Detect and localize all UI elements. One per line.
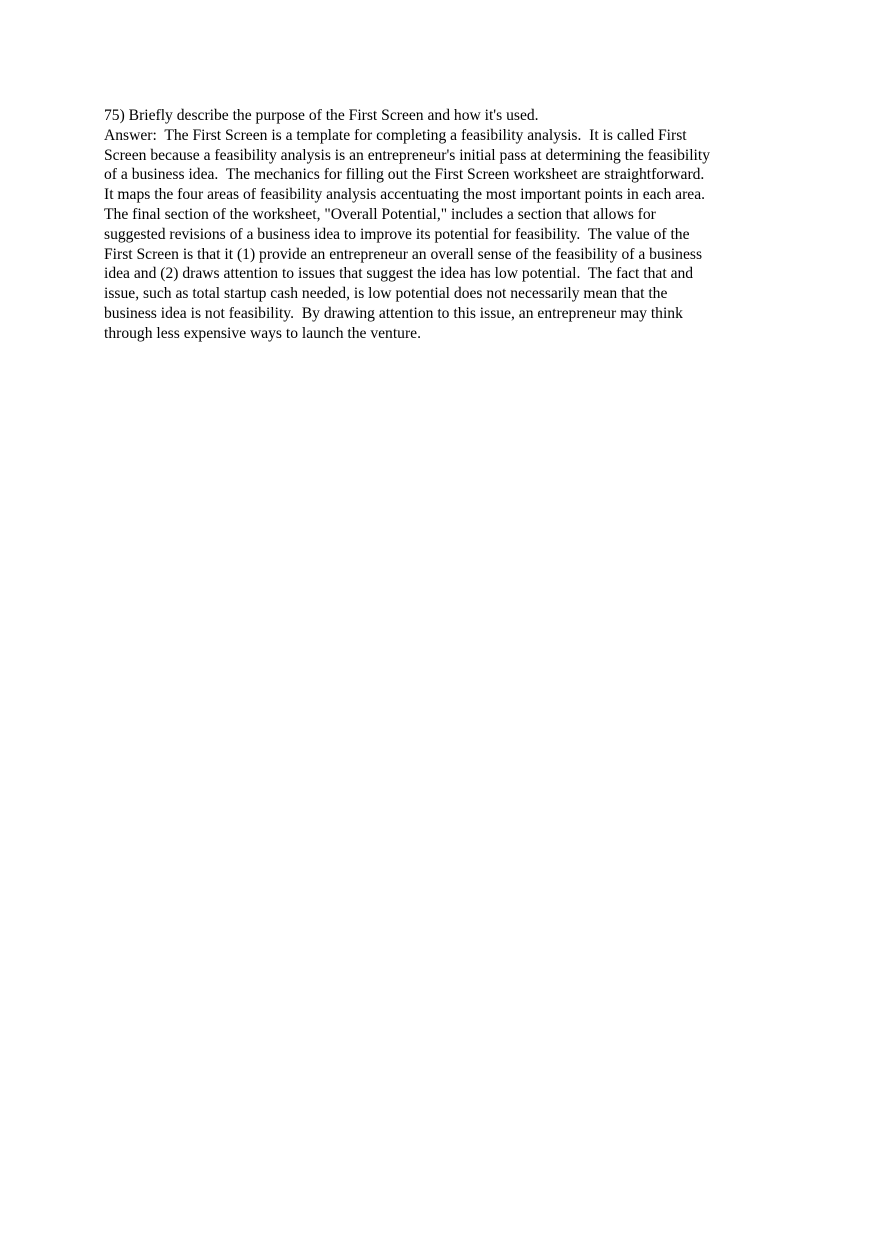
question-text: 75) Briefly describe the purpose of the First Screen and how it's used. xyxy=(104,107,539,124)
answer-line-11: through less expensive ways to launch the venture. xyxy=(104,324,421,342)
answer-line-5: The final section of the worksheet, "Overall Potential," includes a section that allows for xyxy=(104,205,656,223)
answer-line-7: First Screen is that it (1) provide an entrepreneur an overall sense of the feasibility of a business xyxy=(104,245,703,263)
answer-line-8: idea and (2) draws attention to issues that suggest the idea has low potential. The fact that and xyxy=(104,265,694,283)
answer-line-2: Screen because a feasibility analysis is an entrepreneur's initial pass at determining the feasibility xyxy=(104,146,711,164)
question-answer-block xyxy=(104,106,784,344)
answer-line-4: It maps the four areas of feasibility analysis accentuating the most important points in each area. xyxy=(104,186,706,204)
answer-line-10: business idea is not feasibility. By drawing attention to this issue, an entrepreneur may think xyxy=(104,304,683,322)
answer-line-6: suggested revisions of a business idea to improve its potential for feasibility. The value of the xyxy=(104,225,690,243)
answer-line-3: of a business idea. The mechanics for filling out the First Screen worksheet are straightforward. xyxy=(104,166,705,184)
answer-line-1: Answer: The First Screen is a template for completing a feasibility analysis. It is called First xyxy=(104,126,687,144)
answer-line-9: issue, such as total startup cash needed, is low potential does not necessarily mean that the xyxy=(104,285,668,303)
